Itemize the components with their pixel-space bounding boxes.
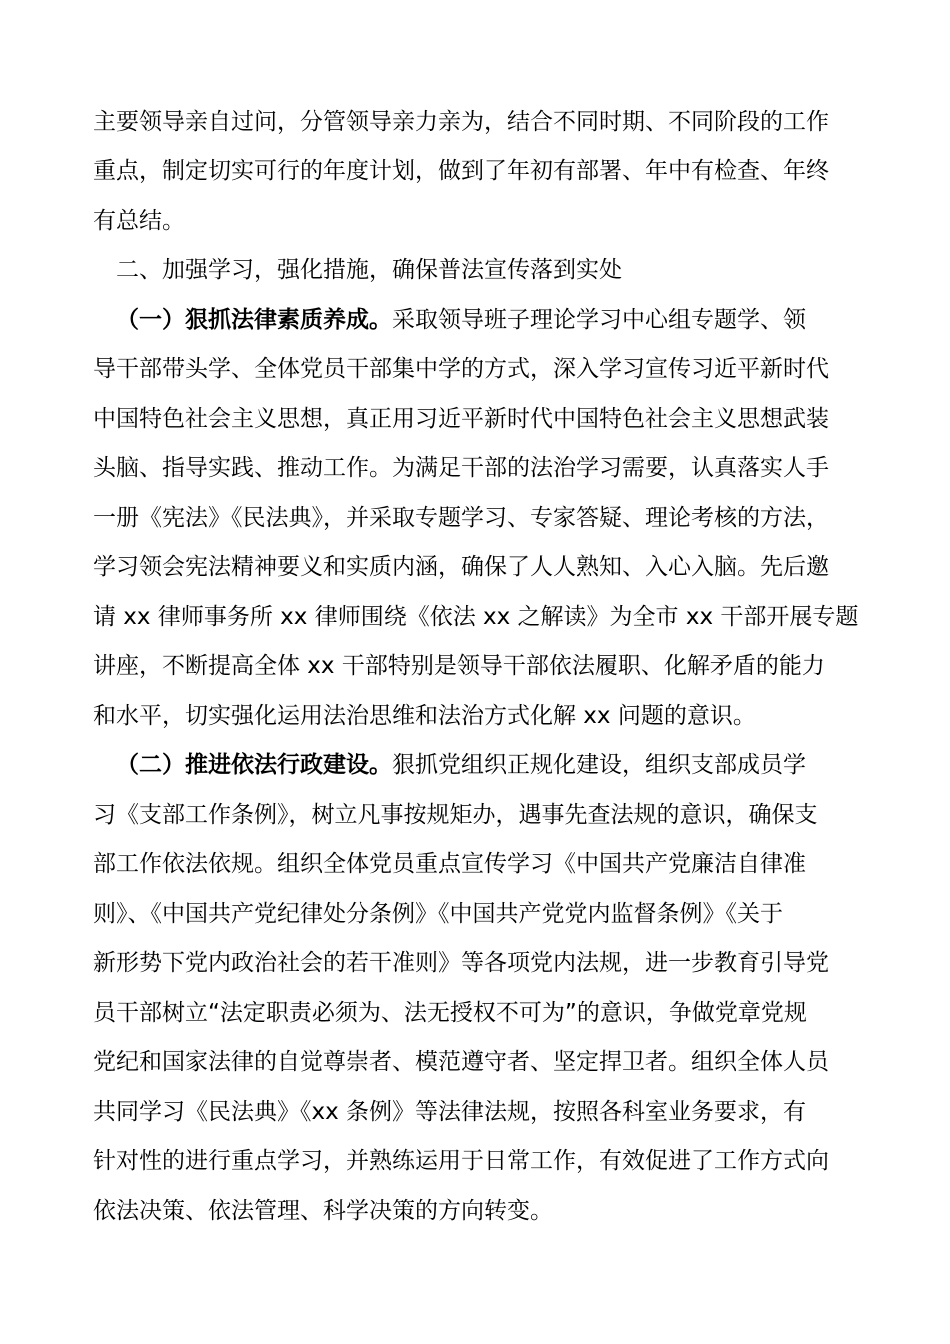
paragraph-line: 新形势下党内政治社会的若干准则》等各项党内法规，进一步教育引导党 <box>93 950 829 976</box>
paragraph-line: 共同学习《民法典》《xx 条例》等法律法规，按照各科室业务要求，有 <box>93 1099 807 1125</box>
subsection-1-body-start: 采取领导班子理论学习中心组专题学、领 <box>392 307 806 333</box>
paragraph-line: 习《支部工作条例》，树立凡事按规矩办，遇事先查法规的意识，确保支 <box>93 802 818 828</box>
paragraph-line: 重点，制定切实可行的年度计划，做到了年初有部署、年中有检查、年终 <box>93 158 829 184</box>
paragraph-line: 则》、《中国共产党纪律处分条例》《中国共产党党内监督条例》《关于 <box>93 901 783 927</box>
paragraph-line: 头脑、指导实践、推动工作。为满足干部的法治学习需要，认真落实人手 <box>93 455 829 481</box>
paragraph-line: 讲座，不断提高全体 xx 干部特别是领导干部依法履职、化解矛盾的能力 <box>93 653 825 679</box>
subsection-1-first-line <box>116 305 806 335</box>
paragraph-line: 部工作依法依规。组织全体党员重点宣传学习《中国共产党廉洁自律准 <box>93 851 806 877</box>
paragraph-line: 针对性的进行重点学习，并熟练运用于日常工作，有效促进了工作方式向 <box>93 1148 829 1174</box>
section-heading: 二、加强学习，强化措施，确保普法宣传落到实处 <box>116 257 622 283</box>
paragraph-line: 依法决策、依法管理、科学决策的方向转变。 <box>93 1198 553 1224</box>
paragraph-line: 主要领导亲自过问，分管领导亲力亲为，结合不同时期、不同阶段的工作 <box>93 109 829 135</box>
paragraph-line: 有总结。 <box>93 208 185 234</box>
paragraph-line: 和水平，切实强化运用法治思维和法治方式化解 xx 问题的意识。 <box>93 703 756 729</box>
paragraph-line: 党纪和国家法律的自觉尊崇者、模范遵守者、坚定捍卫者。组织全体人员 <box>93 1049 829 1075</box>
paragraph-line: 导干部带头学、全体党员干部集中学的方式，深入学习宣传习近平新时代 <box>93 356 829 382</box>
paragraph-line: 请 xx 律师事务所 xx 律师围绕《依法 xx 之解读》为全市 xx 干部开展专题 <box>93 604 859 630</box>
paragraph-line: 一册《宪法》《民法典》，并采取专题学习、专家答疑、理论考核的方法， <box>93 505 829 531</box>
subsection-2-title: （二）推进依法行政建设。 <box>116 752 392 778</box>
subsection-1-title: （一）狠抓法律素质养成。 <box>116 307 392 333</box>
paragraph-line: 学习领会宪法精神要义和实质内涵，确保了人人熟知、入心入脑。先后邀 <box>93 554 829 580</box>
paragraph-line: 中国特色社会主义思想，真正用习近平新时代中国特色社会主义思想武装 <box>93 406 829 432</box>
paragraph-line: 员干部树立“法定职责必须为、法无授权不可为”的意识，争做党章党规 <box>93 1000 807 1026</box>
subsection-2-first-line <box>116 750 806 780</box>
subsection-2-body-start: 狠抓党组织正规化建设，组织支部成员学 <box>392 752 806 778</box>
